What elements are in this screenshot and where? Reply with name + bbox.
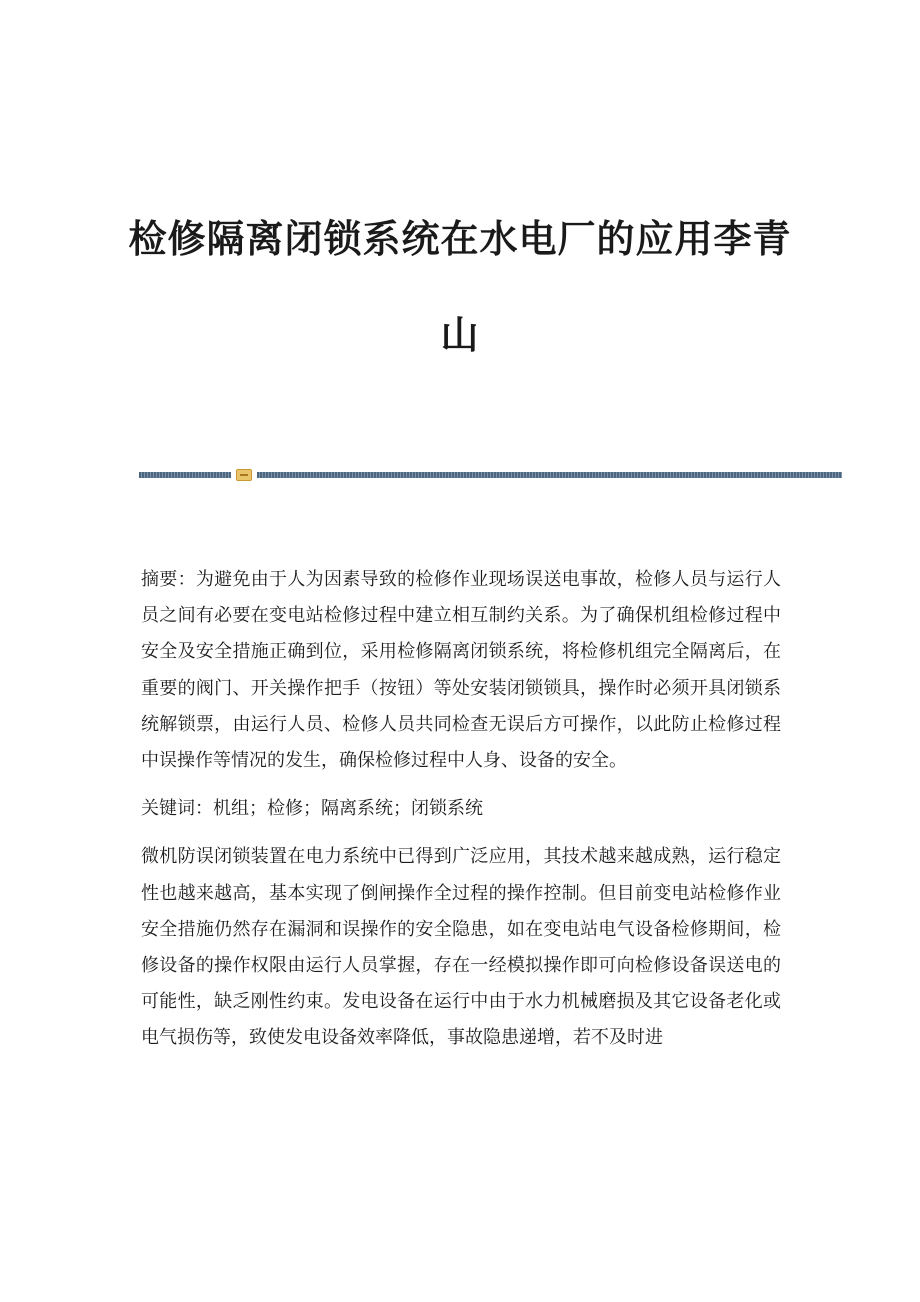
divider-bar-left xyxy=(139,472,231,478)
body-paragraph: 微机防误闭锁装置在电力系统中已得到广泛应用，其技术越来越成熟，运行稳定性也越来越高，基本实现了倒闸操作全过程的操作控制。但目前变电站检修作业安全措施仍然存在漏洞和误操作的安全隐患，如在变电站电气设备检修期间，检修设备的操作权限由运行人员掌握，存在一经模拟操作即可向检修设备误送电的可能性，缺乏刚性约束。发电设备在运行中由于水力机械磨损及其它设备老化或电气损伤等，致使发电设备效率降低，事故隐患递增，若不及时进 xyxy=(141,846,781,1049)
abstract-paragraph: 摘要：为避免由于人为因素导致的检修作业现场误送电事故，检修人员与运行人员之间有必要在变电站检修过程中建立相互制约关系。为了确保机组检修过程中安全及安全措施正确到位，采用检修隔离闭锁系统，将检修机组完全隔离后，在重要的阀门、开关操作把手（按钮）等处安装闭锁锁具，操作时必须开具闭锁系统解锁票，由运行人员、检修人员共同检查无误后方可操作，以此防止检修过程中误操作等情况的发生，确保检修过程中人身、设备的安全。 xyxy=(141,569,781,772)
keywords-paragraph: 关键词：机组；检修；隔离系统；闭锁系统 xyxy=(141,798,483,820)
divider-bar-right xyxy=(257,472,842,478)
divider-ornament-icon xyxy=(236,469,252,481)
document-body xyxy=(141,562,781,1069)
title-divider xyxy=(139,469,842,481)
document-title: 检修隔离闭锁系统在水电厂的应用李青山 xyxy=(128,216,792,357)
